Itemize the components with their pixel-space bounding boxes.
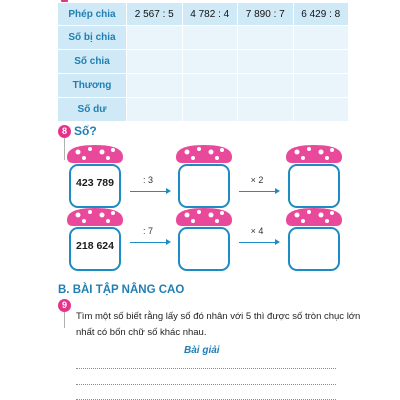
column-header: 2 567 : 5 [127,3,183,26]
answer-cell[interactable] [238,26,294,50]
operation-label: × 2 [250,175,264,185]
operation-label: × 4 [250,226,264,236]
row-header-phep-chia: Phép chia [58,3,127,26]
arrow-head-icon [166,239,171,245]
jar-start-value: 218 624 [76,240,114,252]
arrow-line [130,191,167,192]
arrow-line [239,191,276,192]
column-header: 4 782 : 4 [182,3,238,26]
jar-start-2 [64,206,126,274]
question-9-text-line-2: nhất có bốn chữ số khác nhau. [76,327,207,338]
operation-label: : 7 [142,226,153,236]
solution-label: Bài giải [184,345,220,356]
jar-answer [283,206,345,274]
row-header-thuong: Thương [58,74,127,98]
answer-cell[interactable] [293,98,349,122]
column-header: 6 429 : 8 [293,3,349,26]
answer-cell[interactable] [293,74,349,98]
question-8-badge: 8 [58,125,71,138]
table-row [58,50,349,74]
answer-cell[interactable] [238,50,294,74]
answer-cell[interactable] [182,74,238,98]
table-row [58,74,349,98]
answer-cell[interactable] [182,50,238,74]
row-header-so-bi-chia: Số bị chia [58,26,127,50]
question-9-badge: 9 [58,299,71,312]
answer-cell[interactable] [238,98,294,122]
answer-cell[interactable] [127,98,183,122]
answer-cell[interactable] [293,50,349,74]
badge-tail-decoration [64,312,65,328]
jar-answer-box[interactable] [288,164,340,208]
answer-cell[interactable] [293,26,349,50]
row-header-so-chia: Số chia [58,50,127,74]
arrow-line [239,242,276,243]
question-8-title: Số? [74,124,97,138]
answer-line[interactable] [76,368,336,369]
table-row [58,3,349,26]
arrow-head-icon [166,188,171,194]
question-9-text-line-1: Tìm một số biết rằng lấy số đó nhân với 5 thì được số tròn chục lớn [76,311,361,322]
jar-answer-box[interactable] [288,227,340,271]
answer-line[interactable] [76,384,336,385]
arrow-line [130,242,167,243]
jar-answer [173,206,235,274]
table-row [58,98,349,122]
answer-cell[interactable] [127,26,183,50]
jar-body [69,227,121,271]
jar-body [69,164,121,208]
division-table [57,2,349,122]
operation-label: : 3 [142,175,153,185]
jar-start-value: 423 789 [76,177,114,189]
section-b-title: B. BÀI TẬP NÂNG CAO [58,284,185,296]
jar-answer-box[interactable] [178,164,230,208]
column-header: 7 890 : 7 [238,3,294,26]
answer-cell[interactable] [182,26,238,50]
jar-start-1 [64,143,126,211]
answer-cell[interactable] [238,74,294,98]
arrow-head-icon [275,239,280,245]
arrow-head-icon [275,188,280,194]
jar-answer [173,143,235,211]
jar-answer [283,143,345,211]
answer-cell[interactable] [127,74,183,98]
answer-cell[interactable] [127,50,183,74]
answer-cell[interactable] [182,98,238,122]
jar-answer-box[interactable] [178,227,230,271]
table-row [58,26,349,50]
row-header-so-du: Số dư [58,98,127,122]
